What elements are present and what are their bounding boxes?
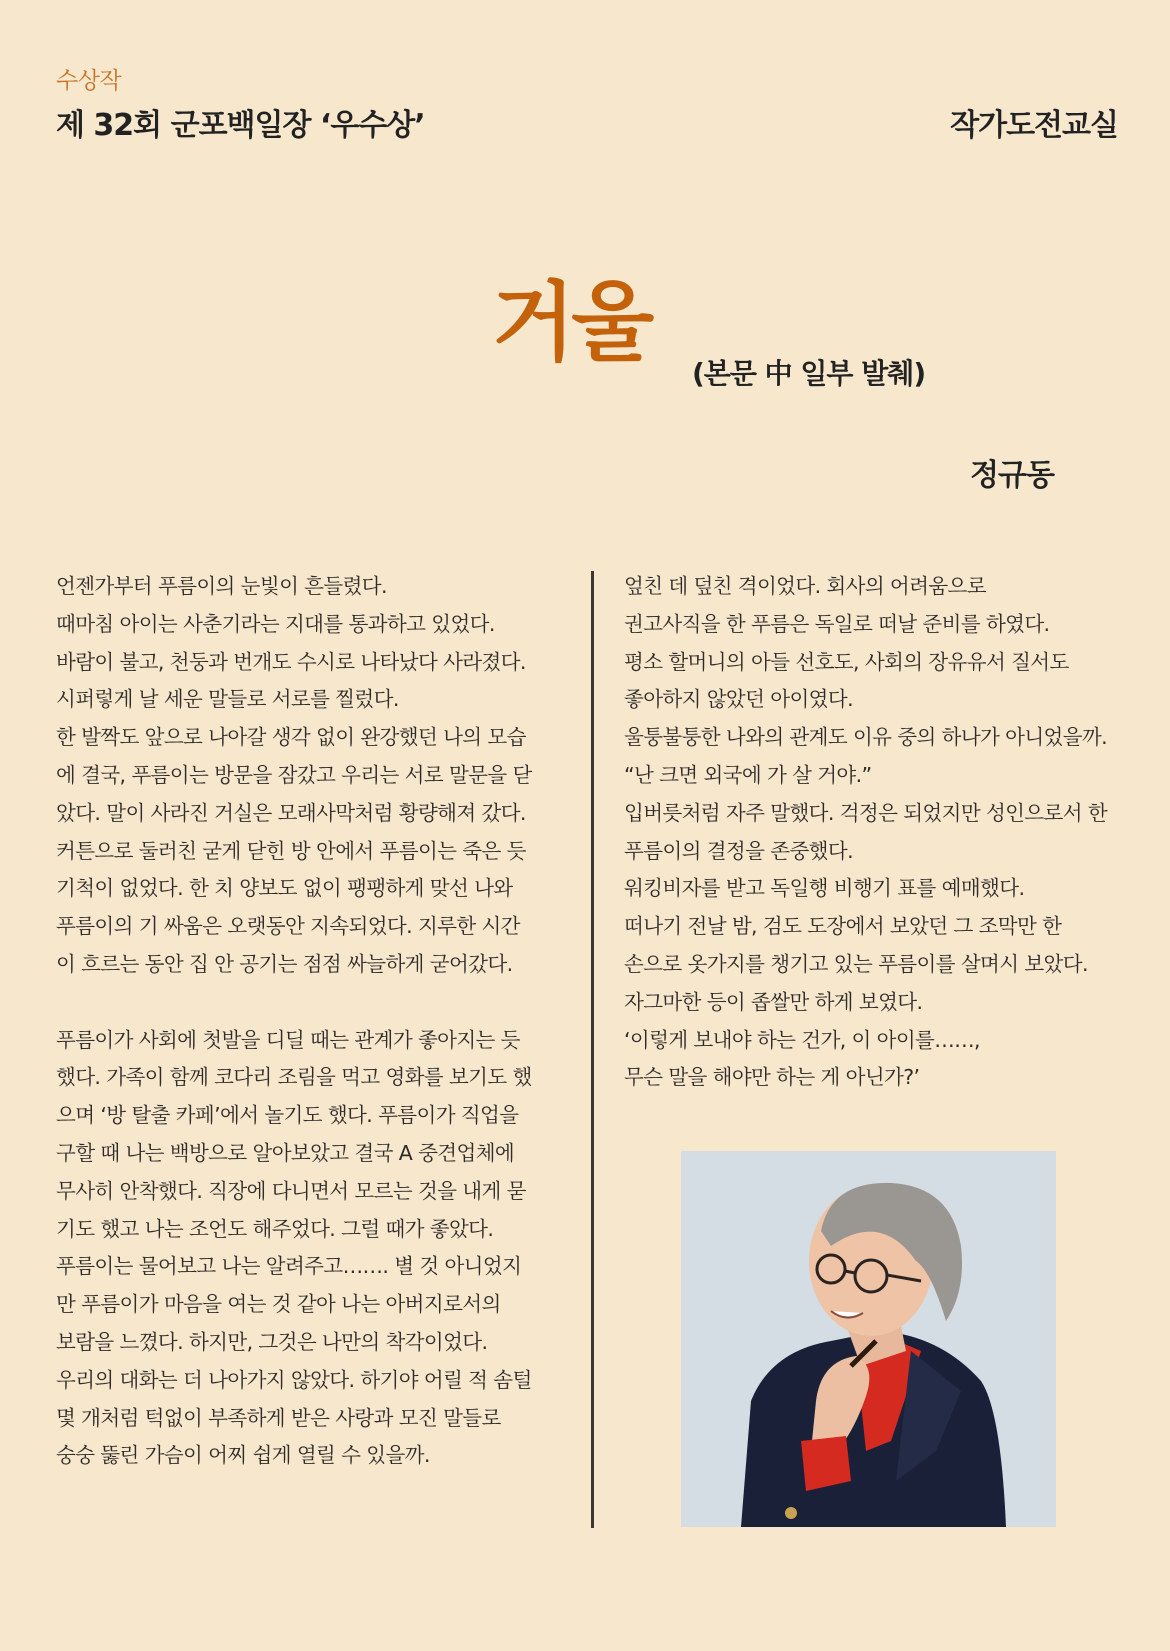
paragraph-2 (56, 1022, 576, 1476)
text-line: 커튼으로 둘러친 굳게 닫힌 방 안에서 푸름이는 죽은 듯 (56, 838, 526, 863)
text-line: 보람을 느꼈다. 하지만, 그것은 나만의 착각이었다. (56, 1329, 488, 1354)
text-line: 으며 ‘방 탈출 카페’에서 놀기도 했다. 푸름이가 직업을 (56, 1103, 519, 1128)
text-line: 했다. 가족이 함께 코다리 조림을 먹고 영화를 보기도 했 (56, 1065, 532, 1090)
text-line: 바람이 불고, 천둥과 번개도 수시로 나타났다 사라졌다. (56, 649, 526, 674)
story-subtitle: (본문 中 일부 발췌) (692, 357, 926, 390)
text-line: 평소 할머니의 아들 선호도, 사회의 장유유서 질서도 (624, 649, 1069, 674)
category-label: 수상작 (56, 68, 122, 94)
text-line: 푸름이가 사회에 첫발을 디딜 때는 관계가 좋아지는 듯 (56, 1027, 520, 1052)
text-line: 워킹비자를 받고 독일행 비행기 표를 예매했다. (624, 876, 1025, 901)
text-line: 푸름이의 기 싸움은 오랫동안 지속되었다. 지루한 시간 (56, 914, 520, 939)
text-line: “난 크면 외국에 가 살 거야.” (624, 762, 872, 787)
column-divider (591, 571, 594, 1528)
text-line: 았다. 말이 사라진 거실은 모래사막처럼 황량해져 갔다. (56, 800, 526, 825)
text-line: 입버릇처럼 자주 말했다. 걱정은 되었지만 성인으로서 한 (624, 800, 1108, 825)
text-line: 엎친 데 덮친 격이었다. 회사의 어려움으로 (624, 574, 986, 598)
text-line: 몇 개처럼 턱없이 부족하게 받은 사랑과 모진 말들로 (56, 1405, 501, 1430)
text-line: 기척이 없었다. 한 치 양보도 없이 팽팽하게 맞선 나와 (56, 876, 513, 901)
text-line: 무슨 말을 해야만 하는 게 아닌가?’ (624, 1065, 920, 1090)
text-line: 푸름이의 결정을 존중했다. (624, 838, 853, 863)
paragraph-1 (56, 568, 576, 984)
text-line: 구할 때 나는 백방으로 알아보았고 결국 A 중견업체에 (56, 1140, 515, 1165)
text-line: 푸름이는 물어보고 나는 알려주고……. 별 것 아니었지 (56, 1254, 522, 1279)
text-line: 권고사직을 한 푸름은 독일로 떠날 준비를 하였다. (624, 611, 1050, 636)
text-line: 시퍼렇게 날 세운 말들로 서로를 찔렀다. (56, 687, 399, 712)
text-line: 숭숭 뚫린 가슴이 어찌 쉽게 열릴 수 있을까. (56, 1443, 430, 1468)
text-line: ‘이렇게 보내야 하는 건가, 이 아이를……, (624, 1027, 980, 1052)
text-line: 자그마한 등이 좁쌀만 하게 보였다. (624, 989, 923, 1014)
text-line: 에 결국, 푸름이는 방문을 잠갔고 우리는 서로 말문을 닫 (56, 762, 532, 787)
text-line: 손으로 옷가지를 챙기고 있는 푸름이를 살며시 보았다. (624, 951, 1088, 976)
text-line: 좋아하지 않았던 아이였다. (624, 687, 853, 712)
text-line: 우리의 대화는 더 나아가지 않았다. 하기야 어릴 적 솜털 (56, 1367, 532, 1392)
text-line: 한 발짝도 앞으로 나아갈 생각 없이 완강했던 나의 모습 (56, 725, 526, 750)
text-line: 만 푸름이가 마음을 여는 것 같아 나는 아버지로서의 (56, 1292, 501, 1317)
right-column (624, 568, 1144, 1097)
paragraph-3 (624, 568, 1144, 1097)
text-line: 무사히 안착했다. 직장에 다니면서 모르는 것을 내게 묻 (56, 1178, 526, 1203)
text-line: 이 흐르는 동안 집 안 공기는 점점 싸늘하게 굳어갔다. (56, 951, 513, 976)
author-photo (681, 1151, 1056, 1527)
text-line: 언젠가부터 푸름이의 눈빛이 흔들렸다. (56, 574, 387, 598)
paragraph-gap (56, 984, 576, 1022)
text-line: 때마침 아이는 사춘기라는 지대를 통과하고 있었다. (56, 611, 495, 636)
text-line: 떠나기 전날 밤, 검도 도장에서 보았던 그 조막만 한 (624, 914, 1062, 939)
author-name: 정규동 (970, 458, 1054, 493)
text-line: 울퉁불퉁한 나와의 관계도 이유 중의 하나가 아니었을까. (624, 725, 1108, 750)
story-title: 거울 (492, 273, 651, 373)
award-title: 제 32회 군포백일장 ‘우수상’ (56, 108, 425, 143)
text-line: 기도 했고 나는 조언도 해주었다. 그럴 때가 좋았다. (56, 1216, 494, 1241)
left-column (56, 568, 576, 1475)
author-portrait-illustration (681, 1151, 1056, 1527)
section-name: 작가도전교실 (950, 108, 1118, 143)
